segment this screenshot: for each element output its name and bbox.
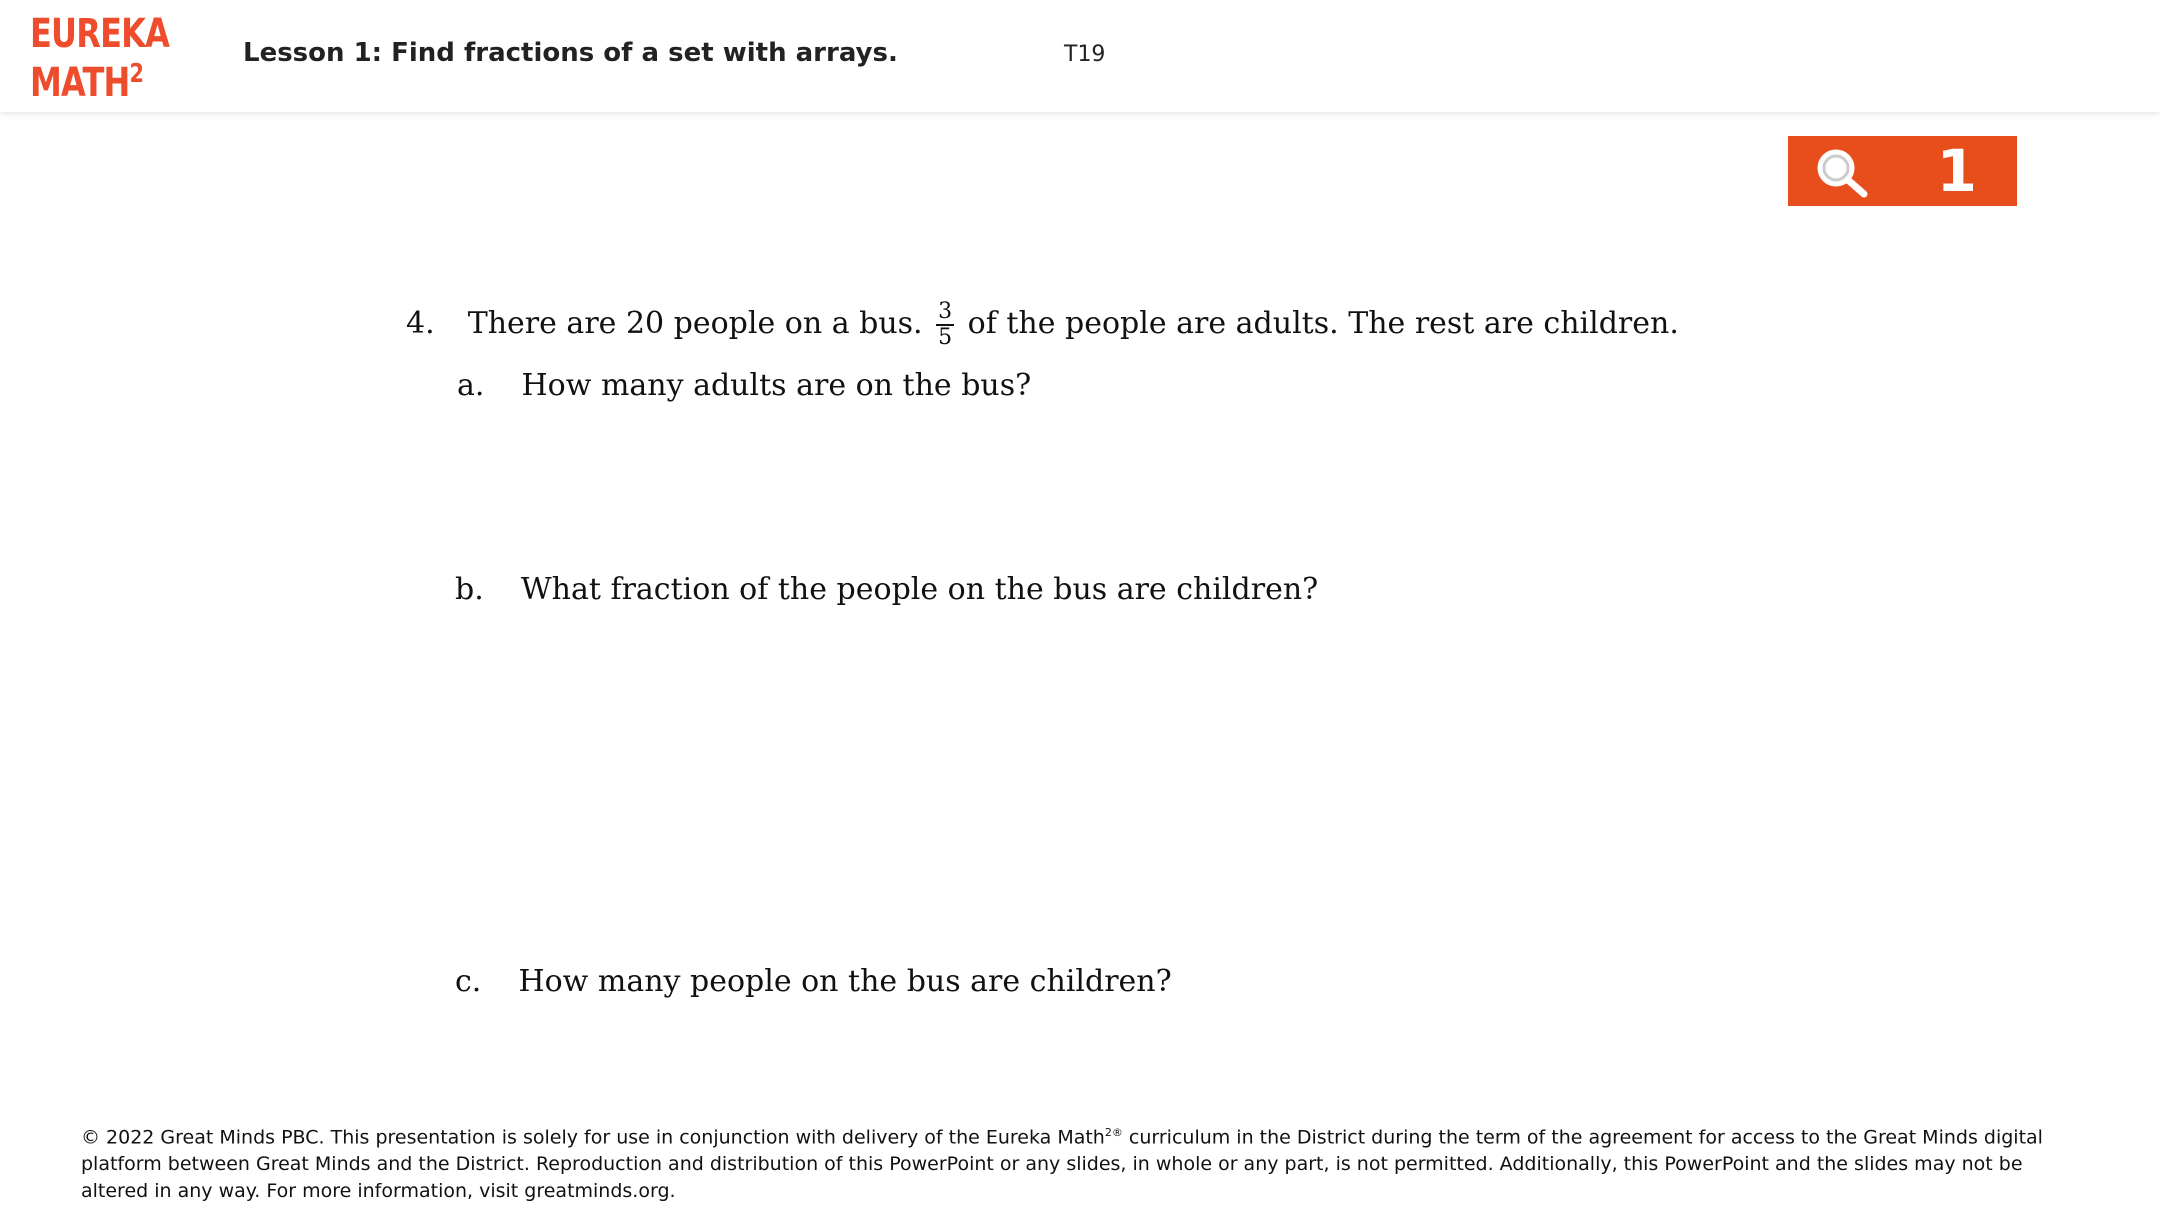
- problem-stem: [406, 300, 1679, 350]
- copyright-footer: [81, 1119, 2081, 1205]
- part-b-label: b.: [455, 572, 484, 607]
- part-b-text: What fraction of the people on the bus are children?: [520, 572, 1319, 607]
- part-c-label: c.: [455, 964, 482, 999]
- logo-math: MATH: [30, 60, 130, 106]
- fraction-three-fifths: [936, 300, 954, 350]
- problem-number: 4.: [406, 306, 435, 341]
- logo-line-2: [30, 52, 143, 105]
- problem-badge: [1788, 136, 2017, 206]
- part-c-text: How many people on the bus are children?: [518, 964, 1172, 999]
- top-bar: [0, 0, 2160, 112]
- part-a: [457, 366, 1031, 406]
- problem-text-before: There are 20 people on a bus.: [467, 306, 923, 341]
- page-code: T19: [1064, 42, 1106, 67]
- fraction-denominator: 5: [938, 325, 953, 350]
- badge-number: 1: [1936, 137, 1977, 205]
- problem-text-after: of the people are adults. The rest are children.: [967, 306, 1679, 341]
- lesson-title: Lesson 1: Find fractions of a set with arrays.: [243, 38, 898, 68]
- logo-line-1: EUREKA: [30, 11, 170, 57]
- part-c: [455, 962, 1172, 1002]
- part-a-label: a.: [457, 368, 485, 403]
- fraction-numerator: 3: [938, 299, 953, 324]
- magnifier-icon: [1812, 144, 1872, 200]
- footer-text-before: © 2022 Great Minds PBC. This presentation is solely for use in conjunction with delivery of the Eureka Math: [81, 1126, 1105, 1149]
- logo-superscript: 2: [129, 59, 144, 89]
- part-b: [455, 570, 1318, 610]
- footer-superscript: 2®: [1104, 1126, 1123, 1139]
- footer-text-after: curriculum in the District during the term of the agreement for access to the Great Minds digital platform between Great Minds and the District. Reproduction and distribution of this PowerPoint or any slides, in whole or any part, is not permitted. Additionally, this PowerPoint and the slides may not be altered in any way. For more information, visit greatminds.org.: [81, 1126, 2043, 1203]
- eureka-math-logo: [30, 11, 170, 106]
- part-a-text: How many adults are on the bus?: [521, 368, 1032, 403]
